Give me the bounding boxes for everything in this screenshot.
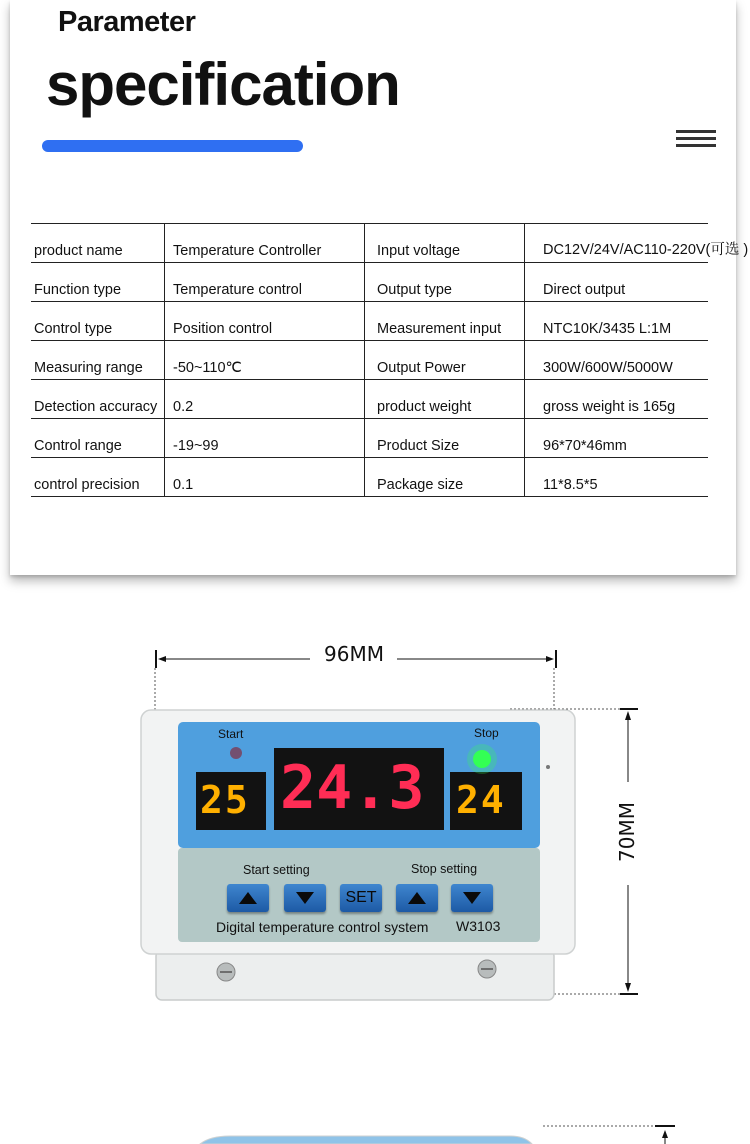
start-setting-label: Start setting: [243, 863, 310, 877]
set-button[interactable]: [340, 884, 382, 912]
spec-label-cell: Output type: [365, 263, 525, 302]
spec-label-cell: Input voltage: [365, 224, 525, 263]
height-dimension-label: 70MM: [615, 791, 639, 873]
spec-row: [31, 263, 708, 302]
spec-label-cell: control precision: [31, 458, 165, 497]
spec-table: [31, 223, 749, 497]
spec-row: [31, 341, 708, 380]
spec-label-cell: Detection accuracy: [31, 380, 165, 419]
spec-label-cell: Measuring range: [31, 341, 165, 380]
spec-value-cell: 0.1: [165, 458, 365, 497]
spec-value-cell: -50~110℃: [165, 341, 365, 380]
spec-value-cell: Temperature control: [165, 263, 365, 302]
section-subtitle: Parameter: [58, 6, 196, 38]
spec-label-cell: Output Power: [365, 341, 525, 380]
arrow-up-icon: [408, 892, 426, 904]
arrow-up-icon: [239, 892, 257, 904]
spec-row: [31, 380, 708, 419]
stop-down-button[interactable]: [451, 884, 493, 912]
spec-label-cell: Measurement input: [365, 302, 525, 341]
spec-value-cell: Position control: [165, 302, 365, 341]
spec-label-cell: Control type: [31, 302, 165, 341]
start-temp-display: 25: [200, 778, 250, 822]
spec-label-cell: product name: [31, 224, 165, 263]
accent-bar: [42, 140, 303, 152]
device-model: W3103: [456, 918, 501, 934]
spec-value-cell: 0.2: [165, 380, 365, 419]
spec-row: [31, 419, 708, 458]
device-caption: Digital temperature control system: [216, 919, 429, 935]
spec-value-cell: 300W/600W/5000W: [525, 341, 709, 380]
spec-value-cell: NTC10K/3435 L:1M: [525, 302, 709, 341]
spec-value-cell: Direct output: [525, 263, 709, 302]
spec-value-cell: 96*70*46mm: [525, 419, 709, 458]
arrow-down-icon: [463, 892, 481, 904]
stop-setting-label: Stop setting: [411, 862, 478, 876]
set-button-label: SET: [345, 889, 377, 906]
arrow-down-icon: [296, 892, 314, 904]
spec-value-cell: DC12V/24V/AC110-220V(可选 ): [525, 224, 709, 263]
spec-label-cell: product weight: [365, 380, 525, 419]
spec-value-cell: -19~99: [165, 419, 365, 458]
section-title: specification: [46, 51, 400, 118]
stop-temp-display: 24: [456, 778, 506, 822]
spec-value-cell: 11*8.5*5: [525, 458, 709, 497]
spec-row: [31, 458, 708, 497]
spec-row: [31, 224, 708, 263]
spec-label-cell: Function type: [31, 263, 165, 302]
spec-label-cell: Package size: [365, 458, 525, 497]
width-dimension-label: 96MM: [318, 642, 390, 666]
spec-row: [31, 302, 708, 341]
menu-icon[interactable]: [676, 128, 716, 150]
stop-up-button[interactable]: [396, 884, 438, 912]
next-device-preview: [0, 1120, 750, 1144]
stop-indicator-label: Stop: [474, 726, 499, 740]
spec-value-cell: gross weight is 165g: [525, 380, 709, 419]
start-up-button[interactable]: [227, 884, 269, 912]
spec-label-cell: Product Size: [365, 419, 525, 458]
spec-label-cell: Control range: [31, 419, 165, 458]
start-down-button[interactable]: [284, 884, 326, 912]
start-indicator-label: Start: [218, 727, 244, 741]
current-temp-display: 24.3: [280, 753, 425, 823]
spec-value-cell: Temperature Controller: [165, 224, 365, 263]
